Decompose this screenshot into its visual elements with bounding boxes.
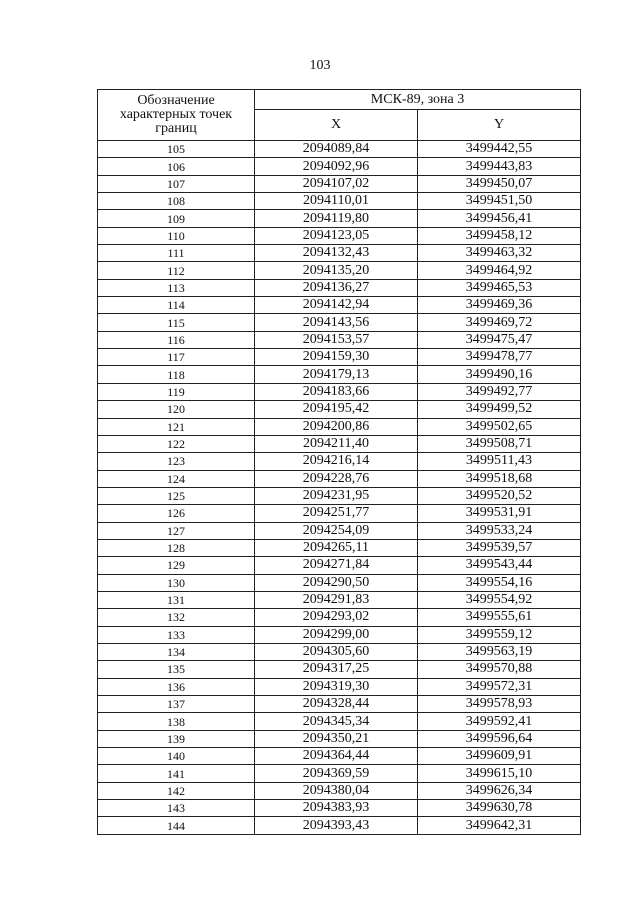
table-row <box>98 383 581 400</box>
x-cell: 2094110,01 <box>255 193 418 210</box>
x-column-header: X <box>255 110 418 141</box>
point-cell: 127 <box>98 522 255 539</box>
y-cell: 3499555,61 <box>418 609 581 626</box>
table-row <box>98 609 581 626</box>
point-cell: 108 <box>98 193 255 210</box>
table-header <box>98 90 581 141</box>
y-cell: 3499572,31 <box>418 678 581 695</box>
point-cell: 132 <box>98 609 255 626</box>
table-row <box>98 401 581 418</box>
x-cell: 2094293,02 <box>255 609 418 626</box>
table-row <box>98 279 581 296</box>
table-row <box>98 696 581 713</box>
point-cell: 129 <box>98 557 255 574</box>
table-row <box>98 175 581 192</box>
point-cell: 137 <box>98 696 255 713</box>
table-row <box>98 227 581 244</box>
x-cell: 2094136,27 <box>255 279 418 296</box>
table-row <box>98 661 581 678</box>
point-cell: 105 <box>98 141 255 158</box>
y-cell: 3499531,91 <box>418 505 581 522</box>
y-cell: 3499475,47 <box>418 331 581 348</box>
x-cell: 2094159,30 <box>255 349 418 366</box>
table-row <box>98 522 581 539</box>
point-cell: 144 <box>98 817 255 834</box>
table-row <box>98 782 581 799</box>
table-row <box>98 643 581 660</box>
table-row <box>98 262 581 279</box>
y-cell: 3499559,12 <box>418 626 581 643</box>
table-row <box>98 800 581 817</box>
x-cell: 2094290,50 <box>255 574 418 591</box>
table-row <box>98 505 581 522</box>
x-cell: 2094211,40 <box>255 435 418 452</box>
point-cell: 120 <box>98 401 255 418</box>
y-cell: 3499458,12 <box>418 227 581 244</box>
x-cell: 2094142,94 <box>255 297 418 314</box>
point-cell: 110 <box>98 227 255 244</box>
x-cell: 2094254,09 <box>255 522 418 539</box>
point-cell: 136 <box>98 678 255 695</box>
x-cell: 2094092,96 <box>255 158 418 175</box>
y-cell: 3499578,93 <box>418 696 581 713</box>
y-cell: 3499592,41 <box>418 713 581 730</box>
point-cell: 121 <box>98 418 255 435</box>
point-cell: 128 <box>98 539 255 556</box>
table-row <box>98 193 581 210</box>
x-cell: 2094251,77 <box>255 505 418 522</box>
point-cell: 124 <box>98 470 255 487</box>
x-cell: 2094364,44 <box>255 748 418 765</box>
point-cell: 106 <box>98 158 255 175</box>
x-cell: 2094271,84 <box>255 557 418 574</box>
table-row <box>98 487 581 504</box>
y-cell: 3499450,07 <box>418 175 581 192</box>
x-cell: 2094179,13 <box>255 366 418 383</box>
y-cell: 3499518,68 <box>418 470 581 487</box>
table-row <box>98 539 581 556</box>
table-row <box>98 557 581 574</box>
y-cell: 3499502,65 <box>418 418 581 435</box>
x-cell: 2094328,44 <box>255 696 418 713</box>
y-cell: 3499442,55 <box>418 141 581 158</box>
x-cell: 2094195,42 <box>255 401 418 418</box>
designation-header: Обозначение характерных точек границ <box>98 90 255 141</box>
point-cell: 123 <box>98 453 255 470</box>
x-cell: 2094132,43 <box>255 245 418 262</box>
point-cell: 142 <box>98 782 255 799</box>
y-cell: 3499456,41 <box>418 210 581 227</box>
x-cell: 2094319,30 <box>255 678 418 695</box>
point-cell: 111 <box>98 245 255 262</box>
x-cell: 2094123,05 <box>255 227 418 244</box>
point-cell: 138 <box>98 713 255 730</box>
table-row <box>98 765 581 782</box>
point-cell: 118 <box>98 366 255 383</box>
point-cell: 113 <box>98 279 255 296</box>
y-cell: 3499554,92 <box>418 591 581 608</box>
x-cell: 2094265,11 <box>255 539 418 556</box>
point-cell: 130 <box>98 574 255 591</box>
table-row <box>98 435 581 452</box>
y-cell: 3499520,52 <box>418 487 581 504</box>
y-cell: 3499609,91 <box>418 748 581 765</box>
table-row <box>98 349 581 366</box>
point-cell: 112 <box>98 262 255 279</box>
table-row <box>98 574 581 591</box>
point-cell: 107 <box>98 175 255 192</box>
table-row <box>98 314 581 331</box>
y-cell: 3499554,16 <box>418 574 581 591</box>
y-cell: 3499615,10 <box>418 765 581 782</box>
table-row <box>98 730 581 747</box>
x-cell: 2094153,57 <box>255 331 418 348</box>
y-cell: 3499642,31 <box>418 817 581 834</box>
y-cell: 3499539,57 <box>418 539 581 556</box>
y-cell: 3499451,50 <box>418 193 581 210</box>
point-cell: 115 <box>98 314 255 331</box>
x-cell: 2094305,60 <box>255 643 418 660</box>
table-row <box>98 626 581 643</box>
point-cell: 141 <box>98 765 255 782</box>
table-row <box>98 366 581 383</box>
y-cell: 3499543,44 <box>418 557 581 574</box>
x-cell: 2094089,84 <box>255 141 418 158</box>
table-row <box>98 297 581 314</box>
y-cell: 3499469,36 <box>418 297 581 314</box>
x-cell: 2094228,76 <box>255 470 418 487</box>
point-cell: 114 <box>98 297 255 314</box>
x-cell: 2094200,86 <box>255 418 418 435</box>
point-cell: 109 <box>98 210 255 227</box>
point-cell: 119 <box>98 383 255 400</box>
point-cell: 139 <box>98 730 255 747</box>
table-row <box>98 158 581 175</box>
x-cell: 2094317,25 <box>255 661 418 678</box>
point-cell: 140 <box>98 748 255 765</box>
table-row <box>98 418 581 435</box>
point-cell: 122 <box>98 435 255 452</box>
point-cell: 143 <box>98 800 255 817</box>
table-row <box>98 141 581 158</box>
x-cell: 2094369,59 <box>255 765 418 782</box>
table-row <box>98 210 581 227</box>
y-cell: 3499490,16 <box>418 366 581 383</box>
x-cell: 2094291,83 <box>255 591 418 608</box>
point-cell: 134 <box>98 643 255 660</box>
table-row <box>98 713 581 730</box>
table-row <box>98 678 581 695</box>
y-cell: 3499508,71 <box>418 435 581 452</box>
table-row <box>98 245 581 262</box>
point-cell: 131 <box>98 591 255 608</box>
table-row <box>98 591 581 608</box>
page-number: 103 <box>309 58 331 73</box>
y-cell: 3499469,72 <box>418 314 581 331</box>
point-cell: 125 <box>98 487 255 504</box>
table-row <box>98 817 581 834</box>
x-cell: 2094231,95 <box>255 487 418 504</box>
table-row <box>98 470 581 487</box>
y-cell: 3499626,34 <box>418 782 581 799</box>
x-cell: 2094216,14 <box>255 453 418 470</box>
x-cell: 2094107,02 <box>255 175 418 192</box>
table-body <box>98 141 581 835</box>
x-cell: 2094383,93 <box>255 800 418 817</box>
y-column-header: Y <box>418 110 581 141</box>
table-row <box>98 453 581 470</box>
y-cell: 3499464,92 <box>418 262 581 279</box>
y-cell: 3499465,53 <box>418 279 581 296</box>
x-cell: 2094380,04 <box>255 782 418 799</box>
x-cell: 2094119,80 <box>255 210 418 227</box>
table-row <box>98 331 581 348</box>
coordinate-system-header: МСК-89, зона 3 <box>255 90 581 110</box>
table-row <box>98 748 581 765</box>
y-cell: 3499630,78 <box>418 800 581 817</box>
point-cell: 116 <box>98 331 255 348</box>
x-cell: 2094350,21 <box>255 730 418 747</box>
y-cell: 3499533,24 <box>418 522 581 539</box>
y-cell: 3499570,88 <box>418 661 581 678</box>
y-cell: 3499499,52 <box>418 401 581 418</box>
point-cell: 126 <box>98 505 255 522</box>
x-cell: 2094299,00 <box>255 626 418 643</box>
y-cell: 3499478,77 <box>418 349 581 366</box>
x-cell: 2094345,34 <box>255 713 418 730</box>
y-cell: 3499492,77 <box>418 383 581 400</box>
x-cell: 2094393,43 <box>255 817 418 834</box>
x-cell: 2094183,66 <box>255 383 418 400</box>
point-cell: 133 <box>98 626 255 643</box>
x-cell: 2094135,20 <box>255 262 418 279</box>
x-cell: 2094143,56 <box>255 314 418 331</box>
y-cell: 3499563,19 <box>418 643 581 660</box>
y-cell: 3499443,83 <box>418 158 581 175</box>
y-cell: 3499596,64 <box>418 730 581 747</box>
point-cell: 117 <box>98 349 255 366</box>
y-cell: 3499511,43 <box>418 453 581 470</box>
y-cell: 3499463,32 <box>418 245 581 262</box>
point-cell: 135 <box>98 661 255 678</box>
coordinates-table <box>97 89 581 835</box>
